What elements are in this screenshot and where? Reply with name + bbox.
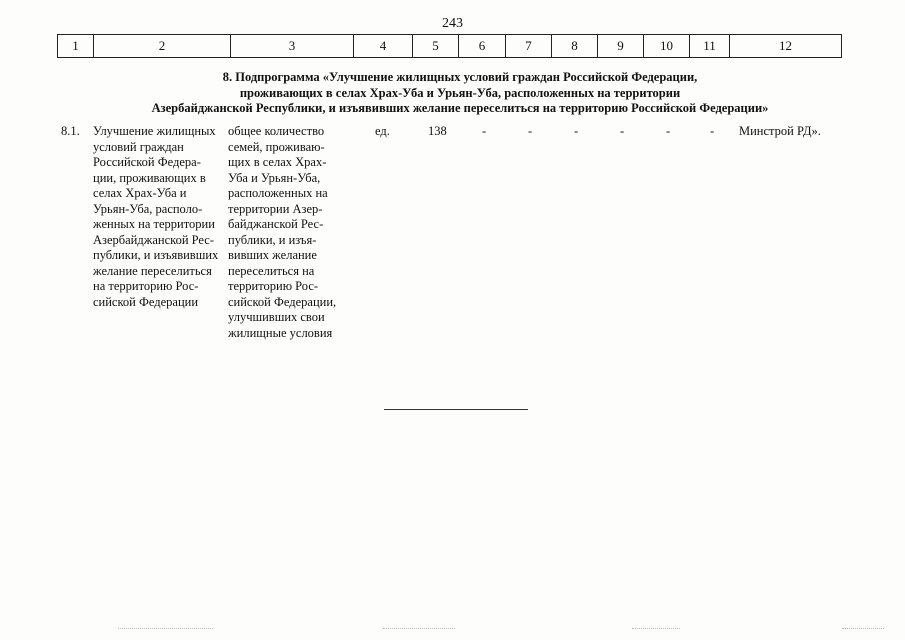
subprogram-title-line: 8. Подпрограмма «Улучшение жилищных условий граждан Российской Федерации, bbox=[222, 70, 698, 84]
indicator-line: общее количество bbox=[228, 124, 325, 138]
header-row bbox=[58, 35, 842, 58]
unit-of-measure: ед. bbox=[375, 124, 390, 138]
measure-name bbox=[93, 124, 225, 310]
subprogram-title-line: проживающих в селах Храх-Уба и Урьян-Уба, расположенных на территории bbox=[239, 85, 681, 100]
indicator-line: территорию Рос- bbox=[228, 279, 319, 293]
responsible-executor: Минстрой РД». bbox=[739, 124, 821, 138]
indicator-line: щих в селах Храх- bbox=[228, 155, 327, 169]
header-cell: 2 bbox=[94, 35, 231, 58]
header-cell: 11 bbox=[690, 35, 730, 58]
indicator-line: байджанской Рес- bbox=[228, 217, 324, 231]
empty-value-dash: - bbox=[574, 124, 579, 138]
empty-value-dash: - bbox=[620, 124, 625, 138]
measure-name-line: публики, и изъявивших bbox=[93, 248, 219, 262]
indicator-line: семей, проживаю- bbox=[228, 139, 325, 154]
empty-value-dash: - bbox=[528, 124, 533, 138]
header-cell: 9 bbox=[598, 35, 644, 58]
row-number: 8.1. bbox=[61, 124, 80, 138]
indicator-line: улучшивших свои bbox=[228, 310, 325, 324]
measure-name-line: Улучшение жилищных bbox=[93, 124, 216, 138]
header-cell: 12 bbox=[730, 35, 842, 58]
indicator-line: территории Азер- bbox=[228, 201, 323, 216]
indicator-line: вивших желание bbox=[228, 248, 317, 262]
measure-name-line: Российской Федера- bbox=[93, 155, 201, 169]
header-cell: 7 bbox=[506, 35, 552, 58]
subprogram-title bbox=[100, 70, 820, 117]
header-cell: 4 bbox=[354, 35, 413, 58]
indicator-line: жилищные условия bbox=[228, 325, 333, 340]
scan-artifact bbox=[842, 628, 884, 629]
value-cell: 138 bbox=[428, 124, 447, 138]
measure-name-line: условий граждан bbox=[93, 139, 184, 154]
table-row bbox=[0, 124, 905, 344]
scan-artifact bbox=[632, 628, 680, 629]
measure-name-line: Азербайджанской Рес- bbox=[93, 232, 215, 247]
subprogram-title-line: Азербайджанской Республики, и изъявивших желание переселиться на территорию Российской Федерации» bbox=[151, 101, 769, 115]
measure-name-line: женных на территории bbox=[93, 217, 215, 231]
column-number-header-table bbox=[57, 34, 842, 58]
indicator-description bbox=[228, 124, 346, 341]
measure-name-line: селах Храх-Уба и bbox=[93, 186, 187, 200]
header-cell: 10 bbox=[644, 35, 690, 58]
page-number: 243 bbox=[442, 16, 463, 31]
measure-name-line: сийской Федерации bbox=[93, 294, 199, 309]
header-cell: 8 bbox=[552, 35, 598, 58]
header-cell: 1 bbox=[58, 35, 94, 58]
measure-name-line: на территорию Рос- bbox=[93, 279, 199, 293]
indicator-line: сийской Федерации, bbox=[228, 294, 337, 309]
scan-artifact bbox=[383, 628, 455, 629]
header-cell: 5 bbox=[413, 35, 459, 58]
indicator-line: публики, и изъя- bbox=[228, 232, 317, 247]
measure-name-line: желание переселиться bbox=[93, 263, 212, 278]
measure-name-line: Урьян-Уба, располо- bbox=[93, 201, 203, 216]
empty-value-dash: - bbox=[482, 124, 487, 138]
end-divider-line bbox=[384, 409, 528, 410]
empty-value-dash: - bbox=[666, 124, 671, 138]
indicator-line: расположенных на bbox=[228, 186, 328, 200]
header-cell: 3 bbox=[231, 35, 354, 58]
indicator-line: Уба и Урьян-Уба, bbox=[228, 170, 321, 185]
empty-value-dash: - bbox=[710, 124, 715, 138]
indicator-line: переселиться на bbox=[228, 263, 315, 278]
measure-name-line: ции, проживающих в bbox=[93, 170, 206, 185]
scan-artifact bbox=[118, 628, 213, 629]
header-cell: 6 bbox=[459, 35, 506, 58]
